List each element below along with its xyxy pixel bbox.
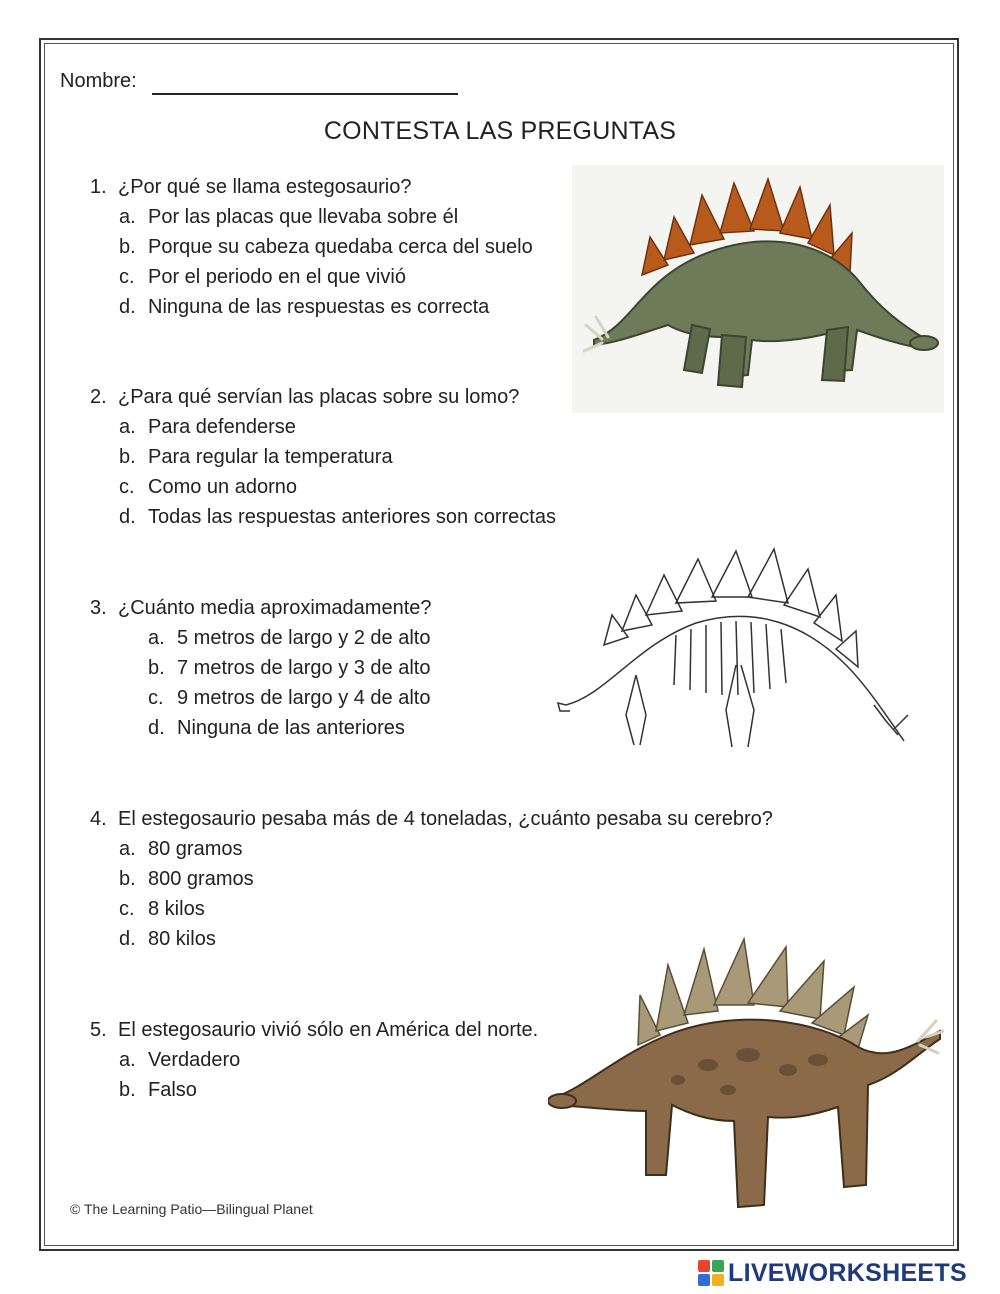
- question-number: 5.: [90, 1019, 107, 1041]
- question-5: [90, 1015, 538, 1105]
- question-4-stem: [90, 804, 773, 834]
- option-text: Verdadero: [148, 1049, 241, 1071]
- option-text: Como un adorno: [148, 476, 297, 498]
- answer-option[interactable]: [119, 864, 773, 894]
- option-letter: b.: [119, 446, 136, 468]
- logo-tile: [698, 1274, 710, 1286]
- answer-option[interactable]: [148, 683, 432, 713]
- option-letter: b.: [119, 1079, 136, 1101]
- question-2: [90, 382, 556, 532]
- liveworksheets-brand[interactable]: [698, 1258, 967, 1288]
- answer-option[interactable]: [119, 262, 533, 292]
- option-letter: a.: [119, 206, 136, 228]
- option-text: Ninguna de las anteriores: [177, 717, 405, 739]
- answer-option[interactable]: [119, 292, 533, 322]
- logo-tile: [712, 1274, 724, 1286]
- option-text: 9 metros de largo y 4 de alto: [177, 687, 431, 709]
- logo-tile: [712, 1260, 724, 1272]
- answer-option[interactable]: [119, 834, 773, 864]
- answer-option[interactable]: [119, 232, 533, 262]
- option-letter: c.: [119, 266, 135, 288]
- option-letter: c.: [119, 476, 135, 498]
- option-letter: a.: [148, 627, 165, 649]
- answer-option[interactable]: [148, 653, 432, 683]
- option-text: Para defenderse: [148, 416, 296, 438]
- logo-tile: [698, 1260, 710, 1272]
- option-letter: d.: [119, 506, 136, 528]
- question-3-stem: [90, 593, 432, 623]
- option-text: Falso: [148, 1079, 197, 1101]
- question-text: El estegosaurio pesaba más de 4 toneladas, ¿cuánto pesaba su cerebro?: [118, 808, 773, 830]
- option-text: 5 metros de largo y 2 de alto: [177, 627, 431, 649]
- answer-option[interactable]: [119, 472, 556, 502]
- option-letter: a.: [119, 838, 136, 860]
- answer-option[interactable]: [148, 623, 432, 653]
- answer-option[interactable]: [119, 502, 556, 532]
- option-letter: d.: [119, 928, 136, 950]
- brand-name: LIVEWORKSHEETS: [728, 1258, 967, 1287]
- question-4: [90, 804, 773, 954]
- option-text: Ninguna de las respuestas es correcta: [148, 296, 490, 318]
- answer-option[interactable]: [119, 202, 533, 232]
- option-text: 80 kilos: [148, 928, 216, 950]
- name-input-line[interactable]: [152, 93, 458, 95]
- option-letter: b.: [148, 657, 165, 679]
- question-text: ¿Para qué servían las placas sobre su lomo?: [118, 386, 520, 408]
- answer-option[interactable]: [148, 713, 432, 743]
- answer-option[interactable]: [119, 1075, 538, 1105]
- question-text: ¿Por qué se llama estegosaurio?: [118, 176, 412, 198]
- option-text: Porque su cabeza quedaba cerca del suelo: [148, 236, 533, 258]
- stegosaurus-image-2: [548, 935, 944, 1235]
- answer-option[interactable]: [119, 412, 556, 442]
- question-1-stem: [90, 172, 533, 202]
- option-letter: c.: [119, 898, 135, 920]
- option-letter: c.: [148, 687, 164, 709]
- question-3: [90, 593, 432, 743]
- option-letter: a.: [119, 1049, 136, 1071]
- option-text: Todas las respuestas anteriores son correctas: [148, 506, 556, 528]
- answer-option[interactable]: [119, 894, 773, 924]
- option-letter: d.: [119, 296, 136, 318]
- question-2-stem: [90, 382, 556, 412]
- option-text: Por las placas que llevaba sobre él: [148, 206, 459, 228]
- option-text: 7 metros de largo y 3 de alto: [177, 657, 431, 679]
- question-number: 2.: [90, 386, 107, 408]
- question-text: ¿Cuánto media aproximadamente?: [118, 597, 432, 619]
- question-number: 3.: [90, 597, 107, 619]
- option-letter: d.: [148, 717, 165, 739]
- option-text: Por el periodo en el que vivió: [148, 266, 406, 288]
- answer-option[interactable]: [119, 1045, 538, 1075]
- question-5-stem: [90, 1015, 538, 1045]
- answer-option[interactable]: [119, 442, 556, 472]
- question-number: 4.: [90, 808, 107, 830]
- option-text: Para regular la temperatura: [148, 446, 393, 468]
- name-label: Nombre:: [60, 70, 137, 92]
- question-1: [90, 172, 533, 322]
- option-text: 8 kilos: [148, 898, 205, 920]
- question-number: 1.: [90, 176, 107, 198]
- option-text: 800 gramos: [148, 868, 254, 890]
- worksheet-title: CONTESTA LAS PREGUNTAS: [323, 117, 677, 145]
- option-letter: b.: [119, 236, 136, 258]
- option-letter: b.: [119, 868, 136, 890]
- stegosaurus-skeleton-image: [556, 545, 912, 755]
- question-text: El estegosaurio vivió sólo en América del norte.: [118, 1019, 539, 1041]
- liveworksheets-logo-icon: [698, 1260, 724, 1286]
- stegosaurus-image-1: [572, 165, 944, 413]
- copyright-credit: © The Learning Patio—Bilingual Planet: [70, 1201, 313, 1217]
- option-text: 80 gramos: [148, 838, 243, 860]
- option-letter: a.: [119, 416, 136, 438]
